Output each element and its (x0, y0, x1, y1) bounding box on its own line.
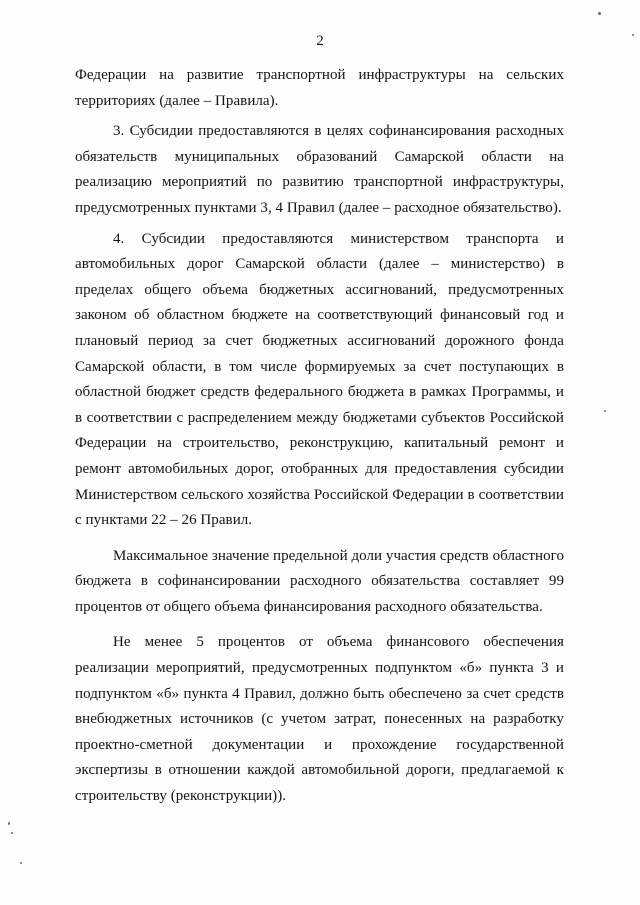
paragraph-continuation: Федерации на развитие транспортной инфраструктуры на сельских территориях (далее – Правила). (75, 67, 564, 109)
paragraph-extrabudgetary: Не менее 5 процентов от объема финансового обеспечения реализации мероприятий, предусмотренных подпунктом «б» пункта 3 и подпунктом «б» пункта 4 Правил, должно быть обеспечено за счет средств внебюджетных источников (с учетом затрат, понесенных на разработку проектно-сметной документации и прохождение государственной экспертизы в отношении каждой автомобильной дороги, предлагаемой к строительству (реконструкции)). (75, 634, 564, 805)
scan-speck (20, 862, 22, 864)
document-body (75, 63, 564, 810)
paragraph-clause-4: 4. Субсидии предоставляются министерством транспорта и автомобильных дорог Самарской области (далее – министерство) в пределах общего объема бюджетных ассигнований, предусмотренных законом об областном бюджете на соответствующий финансовый год и плановый период за счет бюджетных ассигнований дорожного фонда Самарской области, в том числе формируемых за счет поступающих в областной бюджет средств федерального бюджета в рамках Программы, и в соответствии с распределением между бюджетами субъектов Российской Федерации на строительство, реконструкцию, капитальный ремонт и ремонт автомобильных дорог, отобранных для предоставления субсидии Министерством сельского хозяйства Российской Федерации в соответствии с пунктами 22 – 26 Правил. (75, 230, 564, 529)
scan-speck (11, 832, 13, 834)
scan-speck (604, 410, 606, 412)
page-number: 2 (316, 33, 324, 49)
scan-speck (8, 822, 10, 825)
scan-speck (598, 12, 601, 15)
paragraph-max-share: Максимальное значение предельной доли участия средств областного бюджета в софинансировании расходного обязательства составляет 99 процентов от общего объема финансирования расходного обязательства. (75, 547, 565, 615)
scan-speck (632, 34, 634, 36)
paragraph-clause-3: 3. Субсидии предоставляются в целях софинансирования расходных обязательств муниципальных образований Самарской области на реализацию мероприятий по развитию транспортной инфраструктуры, предусмотренных пунктами 3, 4 Правил (далее – расходное обязательство). (75, 123, 564, 216)
